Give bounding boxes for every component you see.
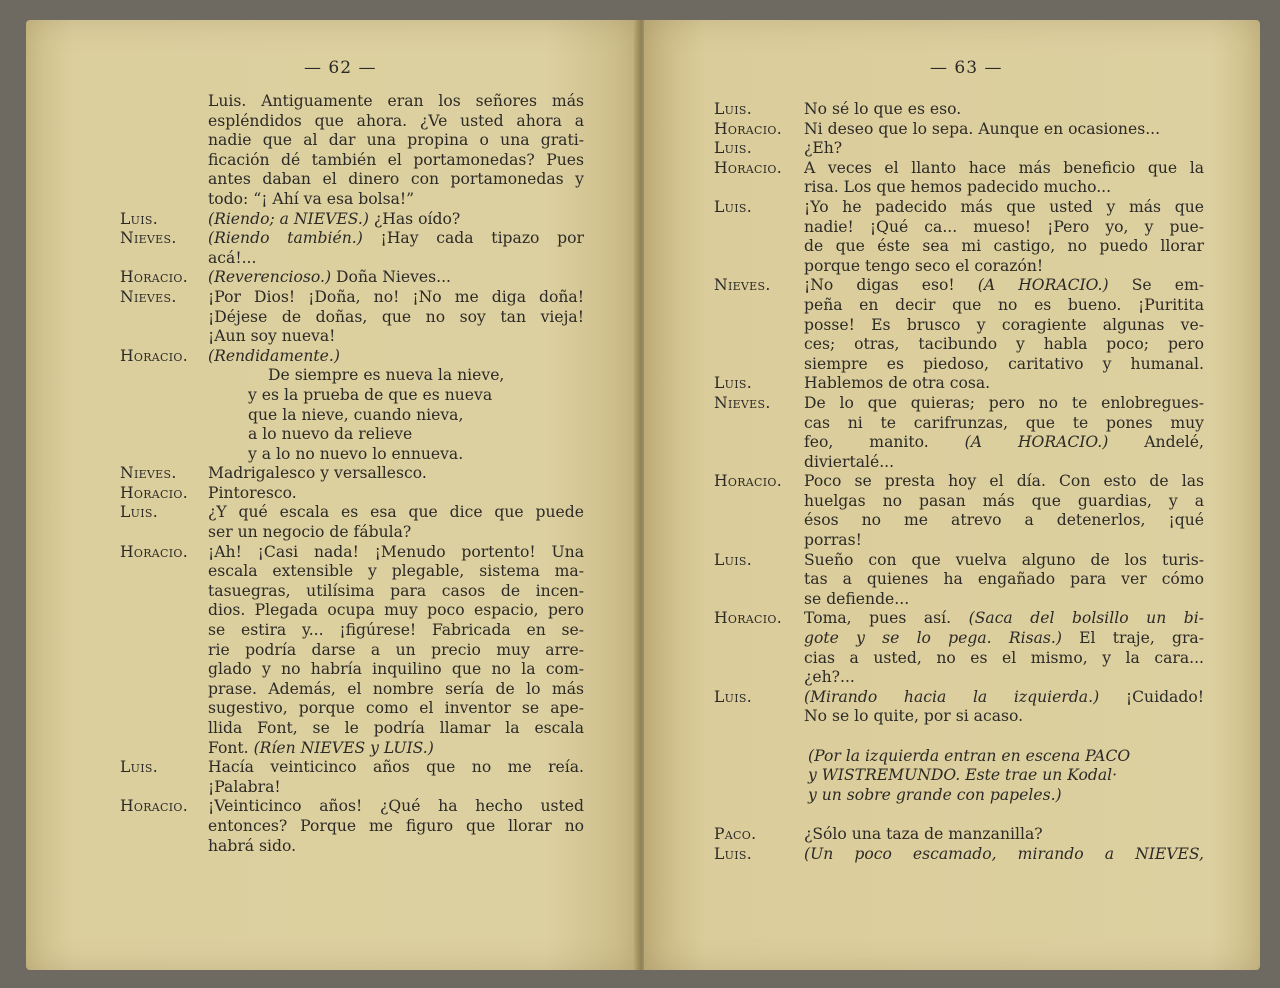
speaker-name (120, 621, 208, 641)
text-line (120, 562, 584, 582)
speaker-name (120, 719, 208, 739)
speaker-name (714, 335, 804, 355)
dialogue-text: Hablemos de otra cosa. (804, 374, 991, 393)
dialogue-text: Hacía veinticinco años que no me reía. (208, 758, 584, 777)
dialogue-text: posse! Es brusco y coragiente algunas ve- (804, 315, 1204, 334)
speaker-name (120, 92, 208, 112)
text-line (714, 570, 1204, 590)
speaker-name (714, 316, 804, 336)
dialogue-text: (Riendo también.) ¡Hay cada tipazo por (208, 229, 584, 248)
speaker-name (714, 668, 804, 688)
text-line (714, 551, 1204, 571)
dialogue-text: peña en decir que no es bueno. ¡Puritita (804, 295, 1204, 314)
dialogue-text: cas ni te carifrunzas, que te pones muy (804, 413, 1204, 432)
speaker-name: Luis. (120, 758, 158, 777)
dialogue-text: entonces? Porque me figuro que llorar no (208, 816, 584, 835)
text-line (714, 649, 1204, 669)
speaker-name (714, 433, 804, 453)
text-line (120, 425, 584, 445)
speaker-name (714, 649, 804, 669)
dialogue-text: (Reverencioso.) Doña Nieves... (208, 268, 452, 287)
speaker-name (120, 660, 208, 680)
dialogue-text: ésos no me atrevo a detenerlos, ¡qué (804, 511, 1204, 530)
dialogue-text: se defiende... (804, 589, 910, 608)
text-line (714, 335, 1204, 355)
speaker-name (714, 707, 804, 727)
text-line (714, 747, 1204, 767)
speaker-name (120, 190, 208, 210)
text-line (120, 347, 584, 367)
text-line (714, 218, 1204, 238)
dialogue-text: tasuegras, utilísima para casos de incen- (208, 581, 584, 600)
blank-line (714, 727, 1204, 747)
speaker-name: Luis. (714, 100, 752, 118)
dialogue-text: De lo que quieras; pero no te enlobregues- (804, 393, 1204, 412)
dialogue-text: escala extensible y plegable, sistema ma- (208, 562, 584, 581)
speaker-name: Horacio. (714, 158, 782, 177)
text-line (714, 668, 1204, 688)
text-line (120, 837, 584, 857)
speaker-name (120, 249, 208, 269)
speaker-name (120, 562, 208, 582)
text-line (120, 680, 584, 700)
text-line (714, 766, 1204, 786)
speaker-name (120, 112, 208, 132)
text-line (120, 210, 584, 230)
speaker-name (120, 308, 208, 328)
dialogue-text: llida Font, se le podría llamar la escala (208, 719, 584, 737)
dialogue-text: dios. Plegada ocupa muy poco espacio, pero (208, 601, 584, 620)
speaker-name (120, 445, 208, 465)
speaker-name (120, 817, 208, 837)
text-line (714, 355, 1204, 375)
speaker-name (714, 492, 804, 512)
speaker-name: Luis. (714, 550, 752, 569)
text-line (714, 237, 1204, 257)
speaker-name (714, 570, 804, 590)
text-line (120, 523, 584, 543)
dialogue-text: glado y no habría inquilino que no la com- (208, 660, 584, 679)
dialogue-text: ¿Sólo una taza de manzanilla? (804, 824, 1043, 843)
text-line (120, 229, 584, 249)
speaker-name: Horacio. (714, 472, 782, 491)
page-number-right: — 63 — (930, 58, 1003, 78)
text-line (120, 582, 584, 602)
speaker-name (120, 641, 208, 661)
dialogue-text: huelgas no pasan más que guardias, y a (804, 491, 1204, 510)
speaker-name: Horacio. (120, 797, 188, 816)
dialogue-text: ser un negocio de fábula? (208, 523, 412, 542)
dialogue-text: Ni deseo que lo sepa. Aunque en ocasiones... (804, 119, 1161, 138)
dialogue-text: (Riendo; a NIEVES.) ¿Has oído? (208, 209, 461, 228)
dialogue-text: ¡Yo he padecido más que usted y más que (804, 197, 1204, 216)
dialogue-text: Toma, pues así. (Saca del bolsillo un bi- (804, 609, 1204, 628)
text-line (714, 707, 1204, 727)
text-line (120, 308, 584, 328)
speaker-name: Luis. (120, 503, 158, 522)
speaker-name: Paco. (714, 824, 757, 843)
speaker-name (714, 218, 804, 238)
speaker-name (120, 386, 208, 406)
speaker-name (714, 296, 804, 316)
speaker-name: Luis. (120, 209, 158, 228)
speaker-name: Luis. (714, 844, 752, 863)
speaker-name (120, 425, 208, 445)
text-line (120, 641, 584, 661)
dialogue-text: cias a usted, no es el mismo, y la cara... (804, 648, 1204, 667)
text-line (714, 100, 1204, 120)
text-line (120, 503, 584, 523)
speaker-name (120, 170, 208, 190)
text-line (120, 170, 584, 190)
dialogue-text: ¿Eh? (804, 139, 843, 158)
dialogue-text: (Mirando hacia la izquierda.) ¡Cuidado! (804, 687, 1204, 706)
text-line (714, 688, 1204, 708)
dialogue-text: se estira y... ¡figúrese! Fabricada en se- (208, 621, 584, 640)
speaker-name (120, 366, 208, 386)
blank-line (714, 805, 1204, 825)
dialogue-text: (Un poco escamado, mirando a NIEVES, (804, 844, 1204, 863)
speaker-name (714, 511, 804, 531)
speaker-name (714, 355, 804, 375)
dialogue-text: ficación dé también el portamonedas? Pues (208, 150, 584, 169)
text-line (714, 120, 1204, 140)
text-line (120, 190, 584, 210)
stage-direction: (Por la izquierda entran en escena PACO (808, 746, 1131, 765)
dialogue-text: No sé lo que es eso. (804, 100, 962, 118)
stage-direction: y WISTREMUNDO. Este trae un Kodal· (808, 766, 1118, 785)
dialogue-text: ¿eh?... (804, 668, 855, 687)
speaker-name (714, 178, 804, 198)
dialogue-text: Poco se presta hoy el día. Con esto de las (804, 472, 1204, 491)
text-line (714, 257, 1204, 277)
right-page-text (714, 100, 1204, 864)
speaker-name (120, 778, 208, 798)
speaker-name (714, 786, 804, 806)
speaker-name: Luis. (714, 197, 752, 216)
text-line (714, 531, 1204, 551)
dialogue-text: Sueño con que vuelva alguno de los turis- (804, 550, 1204, 569)
text-line (714, 316, 1204, 336)
left-page-text (120, 92, 584, 856)
speaker-name (714, 590, 804, 610)
dialogue-text: tas a quienes ha engañado para ver cómo (804, 570, 1204, 589)
speaker-name: Luis. (714, 139, 752, 158)
text-line (120, 699, 584, 719)
dialogue-text: nadie! ¡Qué ca... mueso! ¡Pero yo, y pue- (804, 217, 1204, 236)
text-line (714, 590, 1204, 610)
dialogue-text: ¡Déjese de doñas, que no soy tan vieja! (208, 307, 584, 326)
text-line (714, 276, 1204, 296)
text-line (120, 327, 584, 347)
text-line (714, 139, 1204, 159)
dialogue-text: risa. Los que hemos padecido mucho... (804, 178, 1112, 197)
speaker-name: Nieves. (714, 276, 771, 295)
speaker-name (714, 531, 804, 551)
speaker-name: Horacio. (714, 119, 782, 138)
speaker-name: Horacio. (120, 346, 188, 365)
dialogue-text: No se lo quite, por si acaso. (804, 707, 1024, 726)
dialogue-text: ¡Veinticinco años! ¿Qué ha hecho usted (208, 797, 584, 816)
speaker-name (714, 257, 804, 277)
text-line (120, 719, 584, 739)
dialogue-text: gote y se lo pega. Risas.) El traje, gra- (804, 629, 1204, 648)
dialogue-text: Pintoresco. (208, 483, 297, 502)
dialogue-text: y a lo no nuevo lo ennueva. (248, 444, 464, 463)
speaker-name: Luis. (714, 374, 752, 393)
speaker-name: Nieves. (120, 464, 177, 483)
dialogue-text: siempre es piedoso, caritativo y humanal. (804, 354, 1204, 373)
text-line (714, 374, 1204, 394)
speaker-name: Nieves. (120, 229, 177, 248)
text-line (120, 445, 584, 465)
text-line (714, 414, 1204, 434)
page-number-left: — 62 — (304, 58, 377, 78)
text-line (120, 464, 584, 484)
text-line (714, 845, 1204, 865)
speaker-name (120, 151, 208, 171)
speaker-name (714, 237, 804, 257)
text-line (120, 778, 584, 798)
speaker-name (714, 747, 804, 767)
dialogue-text: ¡Ah! ¡Casi nada! ¡Menudo portento! Una (208, 542, 584, 561)
dialogue-text: ¿Y qué escala es esa que dice que puede (208, 503, 584, 522)
dialogue-text: diviertalé... (804, 452, 895, 471)
text-line (714, 472, 1204, 492)
text-line (120, 739, 584, 759)
text-line (714, 394, 1204, 414)
dialogue-text: Font. (Ríen NIEVES y LUIS.) (208, 738, 434, 757)
text-line (714, 609, 1204, 629)
text-line (120, 797, 584, 817)
text-line (120, 131, 584, 151)
dialogue-text: que la nieve, cuando nieva, (248, 405, 464, 424)
speaker-name: Horacio. (120, 268, 188, 287)
speaker-name (120, 837, 208, 857)
dialogue-text: ¡No digas eso! (A HORACIO.) Se em- (804, 276, 1204, 295)
speaker-name (714, 629, 804, 649)
text-line (120, 112, 584, 132)
text-line (714, 825, 1204, 845)
text-line (714, 511, 1204, 531)
text-line (714, 433, 1204, 453)
dialogue-text: ces; otras, tacibundo y habla poco; pero (804, 335, 1204, 354)
text-line (120, 92, 584, 112)
dialogue-text: ¡Aun soy nueva! (208, 327, 336, 346)
speaker-name: Horacio. (120, 483, 188, 502)
dialogue-text: espléndidos que ahora. ¿Ve usted ahora a (208, 111, 584, 130)
text-line (714, 629, 1204, 649)
speaker-name: Horacio. (120, 542, 188, 561)
text-line (120, 249, 584, 269)
dialogue-text: antes daban el dinero con portamonedas y (208, 170, 584, 189)
right-page (644, 20, 1260, 970)
dialogue-text: Luis. Antiguamente eran los señores más (208, 92, 584, 110)
dialogue-text: ¡Palabra! (208, 777, 281, 796)
dialogue-text: (Rendidamente.) (208, 346, 340, 365)
dialogue-text: porras! (804, 531, 862, 550)
dialogue-text: nadie que al dar una propina o una grati- (208, 131, 584, 150)
dialogue-text: sugestivo, porque como el inventor se ape- (208, 699, 584, 718)
speaker-name: Nieves. (120, 287, 177, 306)
text-line (714, 786, 1204, 806)
text-line (120, 543, 584, 563)
dialogue-text: todo: “¡ Ahí va esa bolsa!” (208, 189, 415, 208)
text-line (120, 386, 584, 406)
speaker-name (714, 414, 804, 434)
dialogue-text: a lo nuevo da relieve (248, 425, 413, 444)
text-line (120, 268, 584, 288)
stage-direction: y un sobre grande con papeles.) (808, 785, 1062, 804)
text-line (120, 288, 584, 308)
text-line (714, 198, 1204, 218)
dialogue-text: A veces el llanto hace más beneficio que la (804, 158, 1204, 177)
dialogue-text: habrá sido. (208, 836, 297, 855)
speaker-name (120, 327, 208, 347)
text-line (714, 178, 1204, 198)
speaker-name (120, 699, 208, 719)
text-line (714, 453, 1204, 473)
text-line (714, 296, 1204, 316)
text-line (120, 758, 584, 778)
dialogue-text: rie podría darse a un precio muy arre- (208, 640, 584, 659)
text-line (120, 406, 584, 426)
text-line (120, 817, 584, 837)
text-line (714, 159, 1204, 179)
dialogue-text: acá!... (208, 248, 257, 267)
text-line (120, 621, 584, 641)
speaker-name (714, 766, 804, 786)
speaker-name (120, 523, 208, 543)
text-line (120, 151, 584, 171)
dialogue-text: porque tengo seco el corazón! (804, 256, 1044, 275)
speaker-name: Horacio. (714, 609, 782, 628)
text-line (120, 601, 584, 621)
speaker-name (120, 406, 208, 426)
dialogue-text: prase. Además, el nombre sería de lo más (208, 679, 584, 698)
text-line (120, 660, 584, 680)
dialogue-text: ¡Por Dios! ¡Doña, no! ¡No me diga doña! (208, 287, 584, 306)
speaker-name: Luis. (714, 687, 752, 706)
dialogue-text: Madrigalesco y versallesco. (208, 464, 427, 483)
dialogue-text: De siempre es nueva la nieve, (268, 366, 505, 385)
speaker-name (120, 131, 208, 151)
book-spread (26, 20, 1260, 970)
speaker-name (120, 601, 208, 621)
text-line (120, 484, 584, 504)
dialogue-text: de que éste sea mi castigo, no puedo llorar (804, 237, 1204, 256)
speaker-name (714, 453, 804, 473)
text-line (714, 492, 1204, 512)
dialogue-text: y es la prueba de que es nueva (248, 385, 493, 404)
speaker-name: Nieves. (714, 393, 771, 412)
dialogue-text: feo, manito. (A HORACIO.) Andelé, (804, 433, 1204, 452)
speaker-name (120, 680, 208, 700)
text-line (120, 366, 584, 386)
speaker-name (120, 739, 208, 759)
left-page (26, 20, 638, 970)
speaker-name (120, 582, 208, 602)
